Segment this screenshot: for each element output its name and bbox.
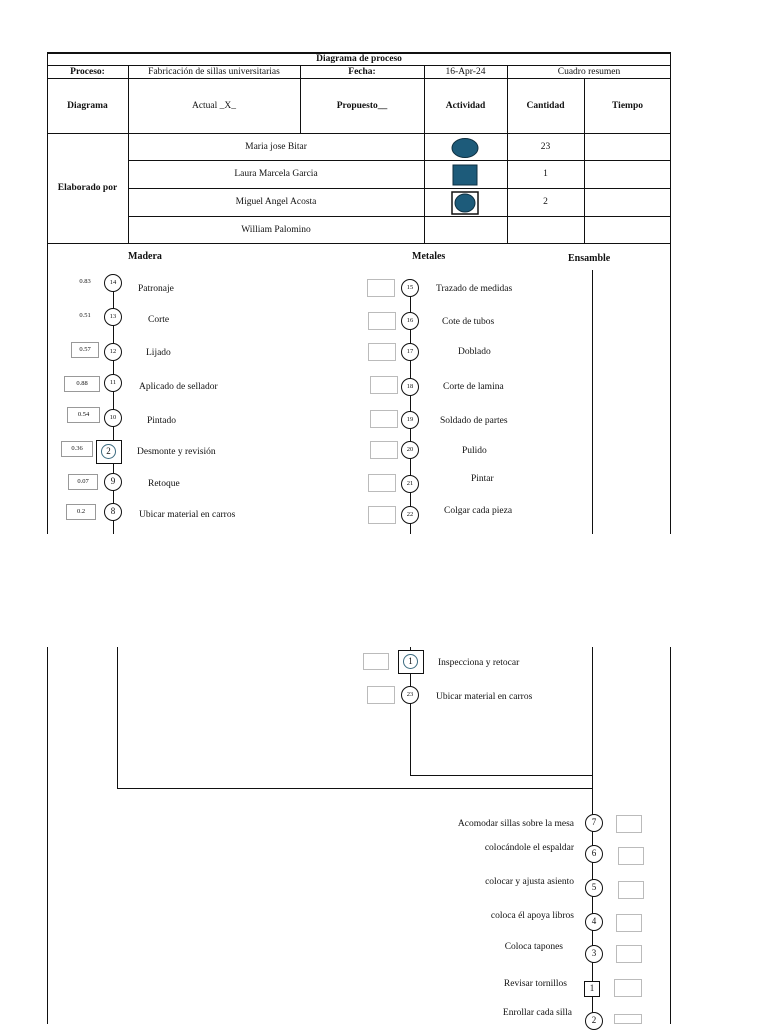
time-box xyxy=(616,815,642,833)
col-line xyxy=(507,65,508,243)
actividad-label: Actividad xyxy=(445,101,486,111)
time-value: 0.2 xyxy=(66,504,96,520)
row-line xyxy=(47,133,671,134)
operation-circle: 14 xyxy=(104,274,122,292)
time-box xyxy=(370,441,398,459)
step-label: Coloca tapones xyxy=(504,942,563,952)
time-value: 0.54 xyxy=(67,407,100,423)
cantidad-label: Cantidad xyxy=(526,101,565,111)
time-value: 0.83 xyxy=(72,274,98,290)
step-label: coloca él apoya libros xyxy=(490,911,574,921)
elaborado-label: Elaborado por xyxy=(57,183,118,193)
col-line xyxy=(128,65,129,243)
diagram-title: Diagrama de proceso xyxy=(316,54,402,64)
step-label: Enrollar cada silla xyxy=(502,1008,572,1018)
operation-circle: 22 xyxy=(401,506,419,524)
operation-circle: 23 xyxy=(401,686,419,704)
step-label: Retoque xyxy=(148,479,180,489)
operation-circle: 8 xyxy=(104,503,122,521)
inspection-symbol-icon xyxy=(452,164,478,186)
step-label: Aplicado de sellador xyxy=(139,382,218,392)
step-label: Cote de tubos xyxy=(442,317,495,327)
author: Miguel Angel Acosta xyxy=(235,197,317,207)
section-metales: Metales xyxy=(412,251,446,262)
step-label: Pintado xyxy=(147,416,177,426)
operation-circle: 19 xyxy=(401,411,419,429)
operation-circle: 11 xyxy=(104,374,122,392)
combined-symbol-icon xyxy=(451,191,479,215)
inspection-square: 1 xyxy=(584,981,600,997)
row-line xyxy=(47,78,671,79)
time-box xyxy=(614,1014,642,1024)
time-value: 0.88 xyxy=(64,376,100,392)
author: William Palomino xyxy=(241,225,311,235)
operation-circle: 17 xyxy=(401,343,419,361)
step-label: Inspecciona y retocar xyxy=(438,658,520,668)
step-label: Acomodar sillas sobre la mesa xyxy=(457,819,574,829)
operation-circle: 16 xyxy=(401,312,419,330)
operation-circle: 5 xyxy=(585,879,603,897)
row-line xyxy=(128,216,671,217)
step-label: colocándole el espaldar xyxy=(484,843,574,853)
proceso-value: Fabricación de sillas universitarias xyxy=(148,67,280,77)
proceso-label: Proceso: xyxy=(70,67,105,77)
operation-circle: 18 xyxy=(401,378,419,396)
fecha-label: Fecha: xyxy=(348,67,376,77)
count-combined: 2 xyxy=(543,197,548,207)
actual-label: Actual _X_ xyxy=(191,101,237,111)
right-border xyxy=(670,52,671,534)
time-box xyxy=(370,410,398,428)
author: Maria jose Bitar xyxy=(245,142,307,152)
count-inspection: 1 xyxy=(543,169,548,179)
operation-circle: 20 xyxy=(401,441,419,459)
step-label: Pulido xyxy=(462,446,487,456)
tiempo-label: Tiempo xyxy=(612,101,643,111)
author: Laura Marcela Garcia xyxy=(234,169,318,179)
operation-circle: 21 xyxy=(401,475,419,493)
operation-circle: 6 xyxy=(585,845,603,863)
operation-circle: 12 xyxy=(104,343,122,361)
operation-circle: 3 xyxy=(585,945,603,963)
count-operation: 23 xyxy=(540,142,551,152)
operation-circle: 4 xyxy=(585,913,603,931)
time-box xyxy=(616,945,642,963)
row-line xyxy=(47,243,671,244)
madera-flow-line-p2 xyxy=(117,647,118,789)
row-line xyxy=(128,188,671,189)
time-value: 0.57 xyxy=(71,342,99,358)
madera-join-line xyxy=(117,788,593,789)
time-box xyxy=(368,506,396,524)
right-border-p2 xyxy=(670,647,671,1024)
combined-step-symbol xyxy=(96,440,122,464)
time-box xyxy=(616,914,642,932)
operation-circle: 7 xyxy=(585,814,603,832)
combined-step-symbol xyxy=(398,650,424,674)
ensamble-flow-line-p2 xyxy=(592,647,593,822)
combined-step-number: 2 xyxy=(101,444,116,459)
metales-join-line xyxy=(410,775,593,776)
time-box xyxy=(614,979,642,997)
time-box xyxy=(618,847,644,865)
step-label: Corte de lamina xyxy=(443,382,504,392)
step-label: colocar y ajusta asiento xyxy=(485,877,574,887)
step-label: Colgar cada pieza xyxy=(444,506,513,516)
step-label: Revisar tornillos xyxy=(503,979,567,989)
operation-circle: 15 xyxy=(401,279,419,297)
left-border xyxy=(47,52,48,534)
time-box xyxy=(368,312,396,330)
step-label: Ubicar material en carros xyxy=(139,510,236,520)
time-box xyxy=(368,343,396,361)
time-box xyxy=(367,279,395,297)
combined-step-number: 1 xyxy=(403,654,418,669)
time-value: 0.51 xyxy=(72,308,98,324)
propuesto-label: Propuesto__ xyxy=(336,101,388,111)
time-value: 0.07 xyxy=(68,474,98,490)
time-value: 0.36 xyxy=(61,441,93,457)
operation-symbol-icon xyxy=(450,137,480,159)
ensamble-flow-line xyxy=(592,270,593,534)
row-line xyxy=(128,160,671,161)
left-border-p2 xyxy=(47,647,48,1024)
time-box xyxy=(618,881,644,899)
time-box xyxy=(367,686,395,704)
operation-circle: 10 xyxy=(104,409,122,427)
section-madera: Madera xyxy=(128,251,162,262)
step-label: Ubicar material en carros xyxy=(436,692,533,702)
step-label: Corte xyxy=(148,315,170,325)
cuadro-resumen: Cuadro resumen xyxy=(557,67,621,77)
section-ensamble: Ensamble xyxy=(568,253,611,264)
step-label: Desmonte y revisión xyxy=(137,447,216,457)
diagrama-label: Diagrama xyxy=(67,101,108,111)
time-box xyxy=(368,474,396,492)
step-label: Soldado de partes xyxy=(440,416,508,426)
step-label: Lijado xyxy=(146,348,171,358)
time-box xyxy=(363,653,389,670)
time-box xyxy=(370,376,398,394)
operation-circle: 2 xyxy=(585,1012,603,1030)
step-label: Doblado xyxy=(458,347,491,357)
col-line xyxy=(424,65,425,243)
step-label: Trazado de medidas xyxy=(436,284,513,294)
fecha-value: 16-Apr-24 xyxy=(445,67,486,77)
step-label: Patronaje xyxy=(138,284,174,294)
operation-circle: 13 xyxy=(104,308,122,326)
operation-circle: 9 xyxy=(104,473,122,491)
step-label: Pintar xyxy=(471,474,494,484)
